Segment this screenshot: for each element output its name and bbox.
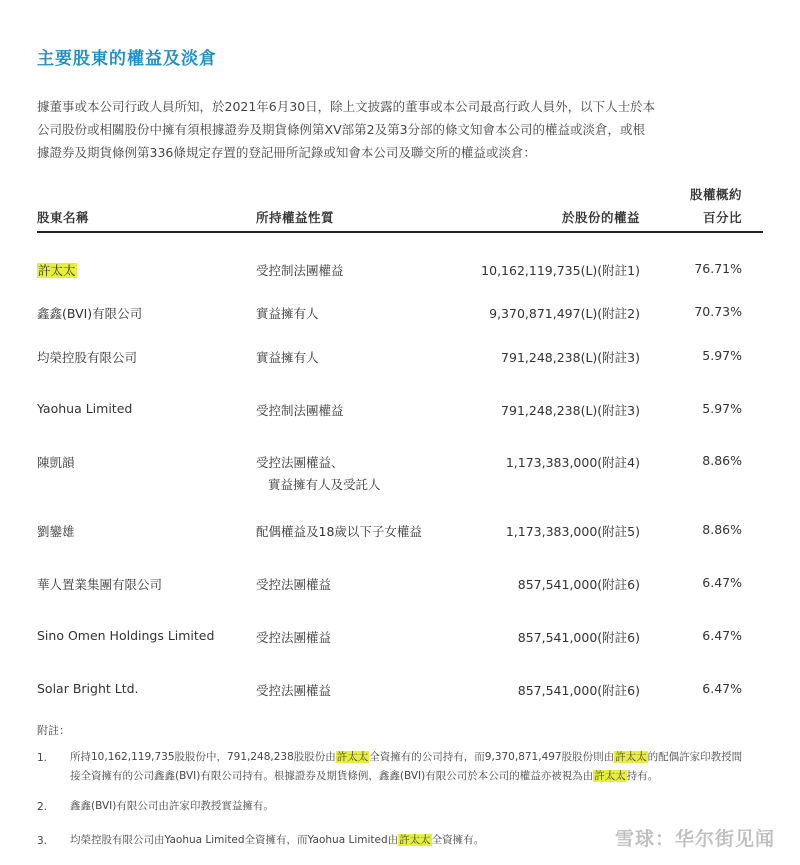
- header-nature: 所持權益性質: [256, 210, 335, 225]
- watermark: 雪球：华尔街见闻: [614, 828, 775, 850]
- note-3-text: 均榮控股有限公司由Yaohua Limited全資擁有，而Yaohua Limited由許太太全資擁有。: [70, 834, 485, 846]
- row-9-nature: 受控法團權益: [256, 683, 332, 698]
- intro-line: 據董事或本公司行政人員所知，於2021年6月30日，除上文披露的董事或本公司最高行政人員外，以下人士於本: [37, 99, 656, 114]
- row-1-nature: 受控制法團權益: [256, 263, 344, 278]
- row-4-nature: 受控制法團權益: [256, 403, 344, 418]
- row-9-pct: 6.47%: [702, 681, 742, 696]
- row-2-shares: 9,370,871,497(L)(附註2): [489, 306, 640, 321]
- row-3-name: 均榮控股有限公司: [37, 350, 138, 365]
- row-7-pct: 6.47%: [702, 575, 742, 590]
- row-1-pct: 76.71%: [694, 261, 742, 276]
- header-shares: 於股份的權益: [561, 210, 640, 225]
- row-6-nature: 配偶權益及18歲以下子女權益: [256, 524, 422, 539]
- row-6-shares: 1,173,383,000(附註5): [505, 524, 640, 539]
- row-2-pct: 70.73%: [694, 304, 742, 319]
- note-1-line1: 所持10,162,119,735股股份中，791,248,238股股份由許太太全資擁有的公司持有，而9,370,871,497股股份則由許太太的配偶許家印教授間: [70, 751, 743, 763]
- header-rule: [37, 231, 763, 233]
- page-title: 主要股東的權益及淡倉: [37, 49, 217, 69]
- note-1-line2: 接全資擁有的公司鑫鑫(BVI)有限公司持有。根據證券及期貨條例，鑫鑫(BVI)有限公司於本公司的權益亦被視為由許太太持有。: [70, 770, 659, 782]
- note-1-number: 1.: [37, 752, 48, 764]
- row-5-shares: 1,173,383,000(附註4): [505, 455, 640, 470]
- header-name: 股東名稱: [37, 210, 90, 225]
- intro-line: 據證券及期貨條例第336條規定存置的登記冊所記錄或知會本公司及聯交所的權益或淡倉：: [37, 145, 536, 160]
- note-3-number: 3.: [37, 835, 48, 847]
- row-7-nature: 受控法團權益: [256, 577, 332, 592]
- row-9-shares: 857,541,000(附註6): [517, 683, 640, 698]
- row-4-name: Yaohua Limited: [37, 401, 133, 416]
- header-pct-line1: 股權概約: [689, 187, 742, 202]
- row-5-pct: 8.86%: [702, 453, 742, 468]
- row-7-shares: 857,541,000(附註6): [517, 577, 640, 592]
- note-1-text: [70, 748, 770, 786]
- row-6-name: 劉鑾雄: [37, 524, 75, 539]
- row-2-name: 鑫鑫(BVI)有限公司: [37, 306, 143, 321]
- row-8-name: Sino Omen Holdings Limited: [37, 628, 215, 643]
- row-4-pct: 5.97%: [702, 401, 742, 416]
- row-8-shares: 857,541,000(附註6): [517, 630, 640, 645]
- row-5-nature: 受控法團權益、: [256, 455, 344, 470]
- intro-line: 公司股份或相關股份中擁有須根據證券及期貨條例第XV部第2及第3分部的條文知會本公司的權益或淡倉，或根: [37, 122, 646, 137]
- row-1-shares: 10,162,119,735(L)(附註1): [481, 263, 640, 278]
- row-8-pct: 6.47%: [702, 628, 742, 643]
- notes-label: 附註：: [37, 724, 70, 737]
- row-3-nature: 實益擁有人: [256, 350, 319, 365]
- row-1-name: 許太太: [38, 263, 76, 278]
- note-2-number: 2.: [37, 801, 48, 813]
- row-3-shares: 791,248,238(L)(附註3): [501, 350, 640, 365]
- row-7-name: 華人置業集團有限公司: [37, 577, 163, 592]
- row-3-pct: 5.97%: [702, 348, 742, 363]
- row-9-name: Solar Bright Ltd.: [37, 681, 139, 696]
- row-2-nature: 實益擁有人: [256, 306, 319, 321]
- note-2-text: 鑫鑫(BVI)有限公司由許家印教授實益擁有。: [70, 800, 274, 812]
- row-4-shares: 791,248,238(L)(附註3): [501, 403, 640, 418]
- row-5-nature-line2: 實益擁有人及受託人: [268, 477, 381, 492]
- intro-paragraph: [37, 95, 763, 164]
- header-pct-line2: 百分比: [702, 210, 742, 225]
- row-8-nature: 受控法團權益: [256, 630, 332, 645]
- row-5-name: 陳凱韻: [37, 455, 75, 470]
- row-6-pct: 8.86%: [702, 522, 742, 537]
